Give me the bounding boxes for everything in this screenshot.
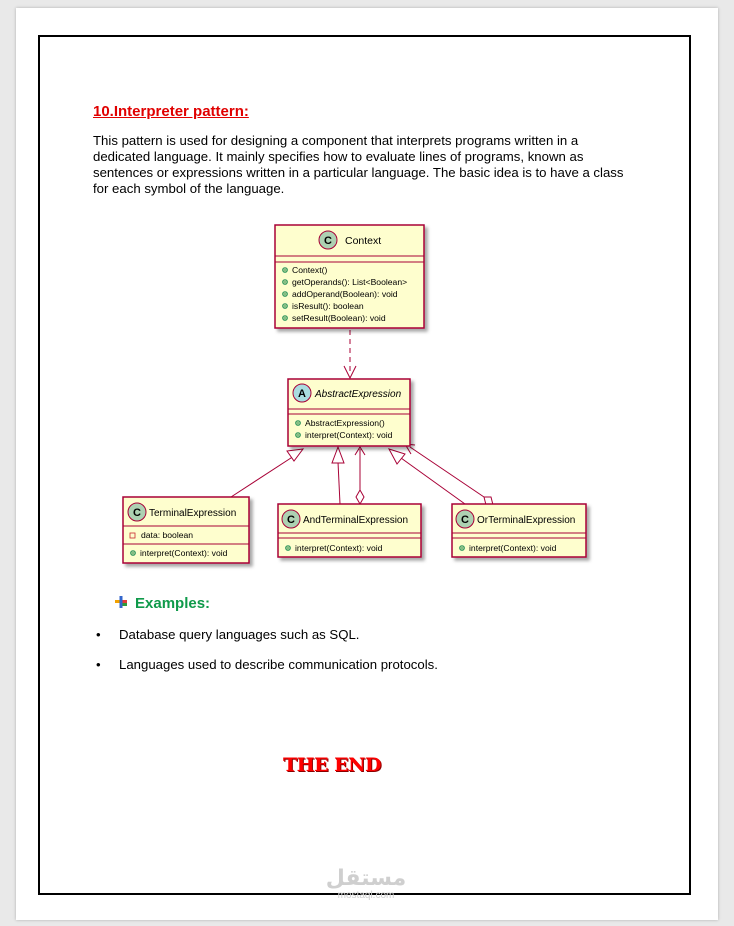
inherit-arrow-or [389,449,405,464]
bullet-dot-icon: • [96,627,101,642]
stereotype-letter: C [133,507,141,519]
example-text: Languages used to describe communication protocols. [119,657,438,672]
public-method-icon [131,551,136,556]
or-terminal-expression-class [452,504,586,557]
inherit-line-or [401,458,465,504]
inherit-line-and [338,462,340,504]
public-method-icon [283,268,288,273]
examples-heading-row [113,595,210,612]
inherit-line-terminal [231,456,294,497]
the-end-title: THE END [283,754,382,776]
class-name: OrTerminalExpression [477,515,576,526]
field-row: data: boolean [141,530,194,540]
method-row: interpret(Context): void [140,548,228,558]
method-row: interpret(Context): void [469,543,557,553]
intro-paragraph: This pattern is used for designing a component that interprets programs written in a dedicated language. It mainly specifies how to evaluate lines of programs, known as sentences or expressions written in a particular language. The basic idea is to have a class for each symbol of the language. [93,133,624,196]
aggregation-diamond-and [356,490,364,504]
examples-heading: Examples: [135,595,211,612]
context-class [275,225,424,328]
public-method-icon [286,546,291,551]
method-row: isResult(): boolean [292,301,364,311]
abstract-expression-class [288,379,410,446]
example-item-protocols [96,657,438,672]
example-text: Database query languages such as SQL. [119,627,360,642]
class-name: AndTerminalExpression [303,515,409,526]
mostaql-watermark [320,868,412,901]
public-method-icon [283,304,288,309]
class-name: Context [345,235,382,247]
stereotype-letter: C [461,514,469,526]
stereotype-letter: C [324,235,332,247]
method-row: interpret(Context): void [305,430,393,440]
inherit-arrow-and [332,447,344,463]
and-terminal-expression-class [278,504,421,557]
public-method-icon [296,433,301,438]
method-row: interpret(Context): void [295,543,383,553]
public-method-icon [460,546,465,551]
examples-bullet-icon [113,595,129,609]
public-method-icon [296,421,301,426]
bullet-dot-icon: • [96,657,101,672]
section-heading: 10.Interpreter pattern: [93,103,249,120]
example-item-sql [96,627,359,642]
public-method-icon [283,292,288,297]
method-row: getOperands(): List<Boolean> [292,277,408,287]
method-row: AbstractExpression() [305,418,385,428]
stereotype-letter: A [298,388,306,400]
stereotype-letter: C [287,514,295,526]
method-row: addOperand(Boolean): void [292,289,398,299]
method-row: setResult(Boolean): void [292,313,386,323]
public-method-icon [283,280,288,285]
terminal-expression-class [123,497,249,563]
method-row: Context() [292,265,328,275]
watermark-latin: mostaql.com [337,890,395,901]
watermark-arabic: مستقل [325,866,407,891]
class-name: AbstractExpression [315,389,402,400]
public-method-icon [283,316,288,321]
class-name: TerminalExpression [149,508,237,519]
